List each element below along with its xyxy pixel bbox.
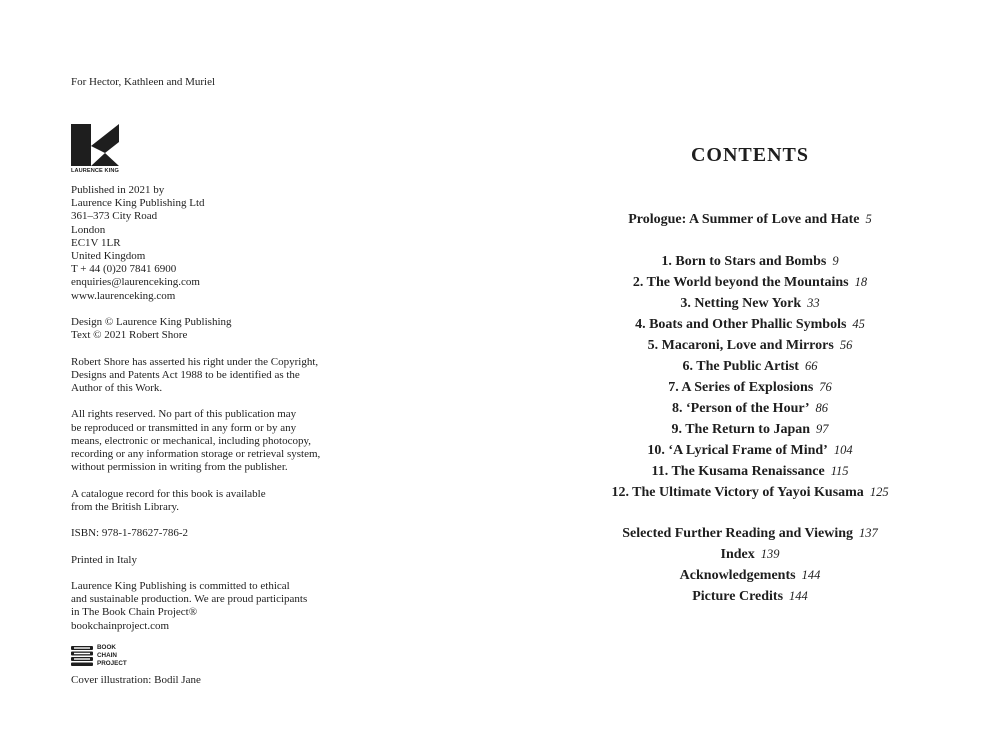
toc-entry-title: 9. The Return to Japan <box>671 422 811 437</box>
imprint-line: Designs and Patents Act 1988 to be identified as the <box>71 368 300 381</box>
bcp-word: CHAIN <box>97 652 117 659</box>
toc-entry[interactable] <box>500 585 1000 606</box>
toc-entry-title: 7. A Series of Explosions <box>668 380 814 395</box>
publisher-address <box>71 184 371 303</box>
toc-entry[interactable] <box>500 522 1000 543</box>
imprint-line: www.laurenceking.com <box>71 289 176 302</box>
book-chain-project-wordmark <box>97 644 127 668</box>
imprint-line: Laurence King Publishing is committed to ethical <box>71 579 290 592</box>
toc-entry-title: 10. ‘A Lyrical Frame of Mind’ <box>647 443 828 458</box>
toc-entry[interactable] <box>500 397 1000 418</box>
imprint-line: and sustainable production. We are proud participants <box>71 593 308 606</box>
imprint-line: T + 44 (0)20 7841 6900 <box>71 263 177 276</box>
toc-entry[interactable] <box>500 208 1000 229</box>
toc-entry[interactable] <box>500 313 1000 334</box>
toc-entry[interactable] <box>500 250 1000 271</box>
toc-entry[interactable] <box>500 292 1000 313</box>
imprint-line: United Kingdom <box>71 250 146 263</box>
laurence-king-logo <box>71 124 123 178</box>
imprint-block <box>71 184 371 646</box>
isbn-line: ISBN: 978-1-78627-786-2 <box>71 527 189 540</box>
imprint-line: bookchainproject.com <box>71 619 170 632</box>
toc-entry-page: 137 <box>859 526 878 540</box>
toc-back-matter <box>500 522 1000 606</box>
contents-heading: CONTENTS <box>690 144 810 166</box>
toc-entry-page: 139 <box>760 547 780 561</box>
toc-entry[interactable] <box>500 564 1000 585</box>
imprint-line: in The Book Chain Project® <box>71 606 198 619</box>
toc-entry-page: 76 <box>819 380 832 394</box>
imprint-line: London <box>71 223 106 236</box>
toc-entry-title: Acknowledgements <box>679 568 796 583</box>
toc-entry-page: 5 <box>865 212 872 226</box>
toc-entry-page: 115 <box>830 464 849 478</box>
toc-entry-title: Selected Further Reading and Viewing <box>622 526 853 541</box>
toc-entry[interactable] <box>500 481 1000 502</box>
toc-entry-page: 9 <box>832 254 839 268</box>
toc-entry-page: 45 <box>852 317 865 331</box>
toc-entry-page: 144 <box>801 568 821 582</box>
catalogue-record <box>71 488 371 514</box>
book-chain-project-icon <box>71 646 93 666</box>
toc-entry-title: 4. Boats and Other Phallic Symbols <box>635 317 847 332</box>
toc-entry-page: 56 <box>839 338 853 352</box>
imprint-line: recording or any information storage or retrieval system, <box>71 448 321 461</box>
all-rights-reserved <box>71 408 371 474</box>
imprint-line: 361–373 City Road <box>71 210 158 223</box>
imprint-line: Laurence King Publishing Ltd <box>71 197 205 210</box>
imprint-line: Robert Shore has asserted his right under the Copyright, <box>71 355 319 368</box>
imprint-line: EC1V 1LR <box>71 236 121 249</box>
imprint-line: Author of this Work. <box>71 382 163 395</box>
toc-entry-title: 12. The Ultimate Victory of Yayoi Kusama <box>611 485 864 500</box>
copyright-credits <box>71 316 371 342</box>
toc-entry-title: 11. The Kusama Renaissance <box>651 464 825 479</box>
toc-entry[interactable] <box>500 376 1000 397</box>
imprint-line: A catalogue record for this book is available <box>71 487 266 500</box>
cover-illustration-credit: Cover illustration: Bodil Jane <box>71 674 201 686</box>
toc-entry-title: 6. The Public Artist <box>682 359 799 374</box>
toc-entry-page: 97 <box>816 422 829 436</box>
printed-line: Printed in Italy <box>71 553 137 566</box>
toc-entry-title: Index <box>720 547 755 562</box>
toc-entry-page: 144 <box>789 589 808 603</box>
toc-chapters <box>500 250 1000 502</box>
imprint-line: enquiries@laurenceking.com <box>71 276 200 289</box>
toc-entry-title: 8. ‘Person of the Hour’ <box>671 401 810 416</box>
sustainability-note <box>71 580 371 633</box>
contents-page <box>500 0 1000 754</box>
laurence-king-k-icon <box>71 124 119 166</box>
toc-entry-title: 5. Macaroni, Love and Mirrors <box>647 338 834 353</box>
toc-entry[interactable] <box>500 543 1000 564</box>
rights-assertion <box>71 356 371 396</box>
toc-entry-title: Prologue: A Summer of Love and Hate <box>628 212 860 227</box>
bcp-word: PROJECT <box>97 660 127 667</box>
printed-in <box>71 554 371 567</box>
imprint-line: means, electronic or mechanical, including photocopy, <box>71 434 311 447</box>
imprint-line: without permission in writing from the publisher. <box>71 461 288 474</box>
toc-entry[interactable] <box>500 418 1000 439</box>
dedication: For Hector, Kathleen and Muriel <box>71 76 216 88</box>
toc-entry-page: 33 <box>807 296 820 310</box>
bcp-word: BOOK <box>97 644 116 651</box>
logo-caption: LAURENCE KING <box>71 168 119 174</box>
toc-entry-page: 104 <box>833 443 853 457</box>
toc-entry[interactable] <box>500 439 1000 460</box>
toc-entry[interactable] <box>500 334 1000 355</box>
toc-entry[interactable] <box>500 460 1000 481</box>
imprint-line: Design © Laurence King Publishing <box>71 316 232 329</box>
imprint-line: from the British Library. <box>71 500 180 513</box>
toc-entry-page: 18 <box>854 275 868 289</box>
book-chain-project-logo <box>71 644 141 670</box>
toc-prologue <box>500 208 1000 229</box>
toc-entry-title: Picture Credits <box>692 589 784 604</box>
toc-entry-page: 86 <box>815 401 828 415</box>
toc-entry[interactable] <box>500 355 1000 376</box>
toc-entry[interactable] <box>500 271 1000 292</box>
imprint-line: Published in 2021 by <box>71 184 165 196</box>
toc-entry-title: 3. Netting New York <box>680 296 802 311</box>
imprint-line: Text © 2021 Robert Shore <box>71 329 188 342</box>
toc-entry-title: 2. The World beyond the Mountains <box>632 275 849 290</box>
toc-entry-page: 66 <box>804 359 818 373</box>
imprint-line: be reproduced or transmitted in any form or by any <box>71 421 297 434</box>
isbn <box>71 527 371 540</box>
imprint-line: All rights reserved. No part of this publication may <box>71 408 297 421</box>
toc-entry-title: 1. Born to Stars and Bombs <box>661 254 827 269</box>
toc-entry-page: 125 <box>869 485 889 499</box>
